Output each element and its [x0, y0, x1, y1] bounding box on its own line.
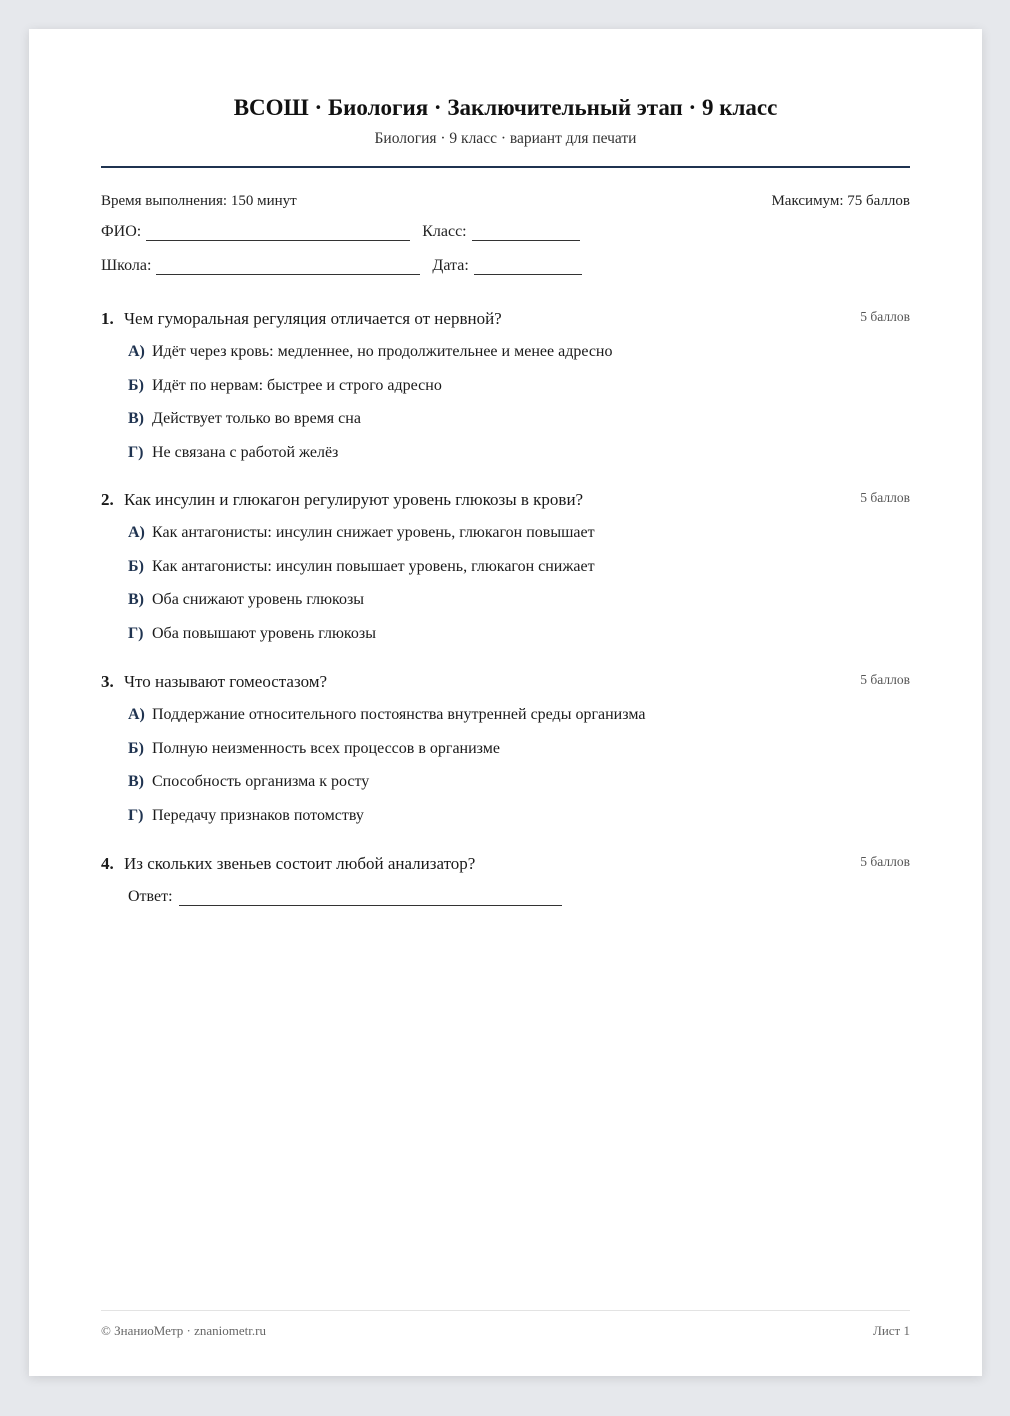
question-text: Как инсулин и глюкагон регулируют уровень глюкозы в крови?: [124, 490, 584, 509]
option-a[interactable]: [128, 343, 910, 377]
option-letter: А): [128, 706, 145, 723]
fio-field[interactable]: [146, 227, 410, 241]
option-v[interactable]: [128, 591, 910, 625]
answer-label: Ответ:: [128, 888, 173, 905]
fio-class-row: [101, 223, 910, 241]
date-label: Дата:: [432, 257, 469, 274]
option-text: Идёт через кровь: медленнее, но продолжительнее и менее адресно: [152, 343, 613, 360]
option-text: Полную неизменность всех процессов в организме: [152, 739, 500, 757]
date-field[interactable]: [474, 261, 582, 275]
option-a[interactable]: [128, 706, 910, 740]
option-text: Не связана с работой желёз: [152, 443, 339, 461]
option-b[interactable]: [128, 558, 910, 592]
header-divider: [101, 166, 910, 168]
school-label: Школа:: [101, 257, 152, 274]
option-text: Как антагонисты: инсулин снижает уровень, глюкагон повышает: [152, 524, 595, 541]
question-points: 5 баллов: [860, 490, 910, 505]
question-points: 5 баллов: [860, 672, 910, 687]
option-g[interactable]: [128, 625, 910, 659]
option-letter: Г): [128, 443, 144, 461]
option-v[interactable]: [128, 773, 910, 807]
page-subtitle: Биология · 9 класс · вариант для печати: [374, 130, 637, 147]
option-letter: В): [128, 591, 144, 608]
class-label: Класс:: [422, 223, 467, 240]
page-title: ВСОШ · Биология · Заключительный этап · 9 класс: [233, 95, 778, 120]
question-number: 4.: [101, 854, 114, 873]
option-letter: В): [128, 773, 144, 790]
question-header: [101, 854, 910, 878]
footer-divider: [101, 1310, 910, 1311]
question-1: [101, 309, 910, 477]
class-field[interactable]: [472, 227, 580, 241]
school-date-row: [101, 257, 910, 275]
option-letter: А): [128, 343, 145, 360]
option-text: Поддержание относительного постоянства внутренней среды организма: [152, 706, 646, 723]
question-4: [101, 854, 910, 906]
option-b[interactable]: [128, 740, 910, 774]
question-3: [101, 672, 910, 840]
question-text: Что называют гомеостазом?: [124, 672, 328, 691]
question-2: [101, 490, 910, 658]
option-v[interactable]: [128, 410, 910, 444]
question-points: 5 баллов: [860, 854, 910, 869]
option-text: Как антагонисты: инсулин повышает уровень, глюкагон снижает: [152, 557, 595, 575]
option-g[interactable]: [128, 807, 910, 841]
max-score: Максимум: 75 баллов: [771, 193, 910, 209]
question-points: 5 баллов: [860, 309, 910, 324]
option-text: Способность организма к росту: [152, 773, 370, 790]
option-a[interactable]: [128, 524, 910, 558]
option-text: Передачу признаков потомству: [152, 806, 364, 824]
time-limit: Время выполнения: 150 минут: [101, 193, 297, 209]
option-text: Действует только во время сна: [152, 410, 361, 427]
exam-sheet: [29, 29, 982, 1376]
footer-copyright: © ЗнаниоМетр · znaniometr.ru: [101, 1323, 266, 1338]
question-number: 1.: [101, 309, 114, 328]
question-header: [101, 672, 910, 696]
option-letter: Б): [128, 557, 144, 575]
school-field[interactable]: [156, 261, 420, 275]
option-b[interactable]: [128, 377, 910, 411]
answer-field[interactable]: [179, 892, 562, 906]
question-header: [101, 309, 910, 333]
option-text: Оба повышают уровень глюкозы: [152, 624, 376, 642]
answer-row: [128, 888, 910, 906]
option-letter: Б): [128, 376, 144, 394]
option-text: Оба снижают уровень глюкозы: [152, 591, 365, 608]
footer-page-number: Лист 1: [873, 1323, 910, 1338]
option-text: Идёт по нервам: быстрее и строго адресно: [152, 376, 442, 394]
question-number: 2.: [101, 490, 114, 509]
option-g[interactable]: [128, 444, 910, 478]
option-letter: В): [128, 410, 144, 427]
fio-label: ФИО:: [101, 223, 142, 240]
option-letter: Г): [128, 806, 144, 824]
option-letter: Б): [128, 739, 144, 757]
question-text: Из скольких звеньев состоит любой анализатор?: [124, 854, 476, 873]
options-list: [128, 343, 910, 477]
question-header: [101, 490, 910, 514]
option-letter: А): [128, 524, 145, 541]
question-text: Чем гуморальная регуляция отличается от нервной?: [124, 309, 502, 328]
option-letter: Г): [128, 624, 144, 642]
sheet-content: [101, 29, 910, 1376]
options-list: [128, 524, 910, 658]
options-list: [128, 706, 910, 840]
question-number: 3.: [101, 672, 114, 691]
